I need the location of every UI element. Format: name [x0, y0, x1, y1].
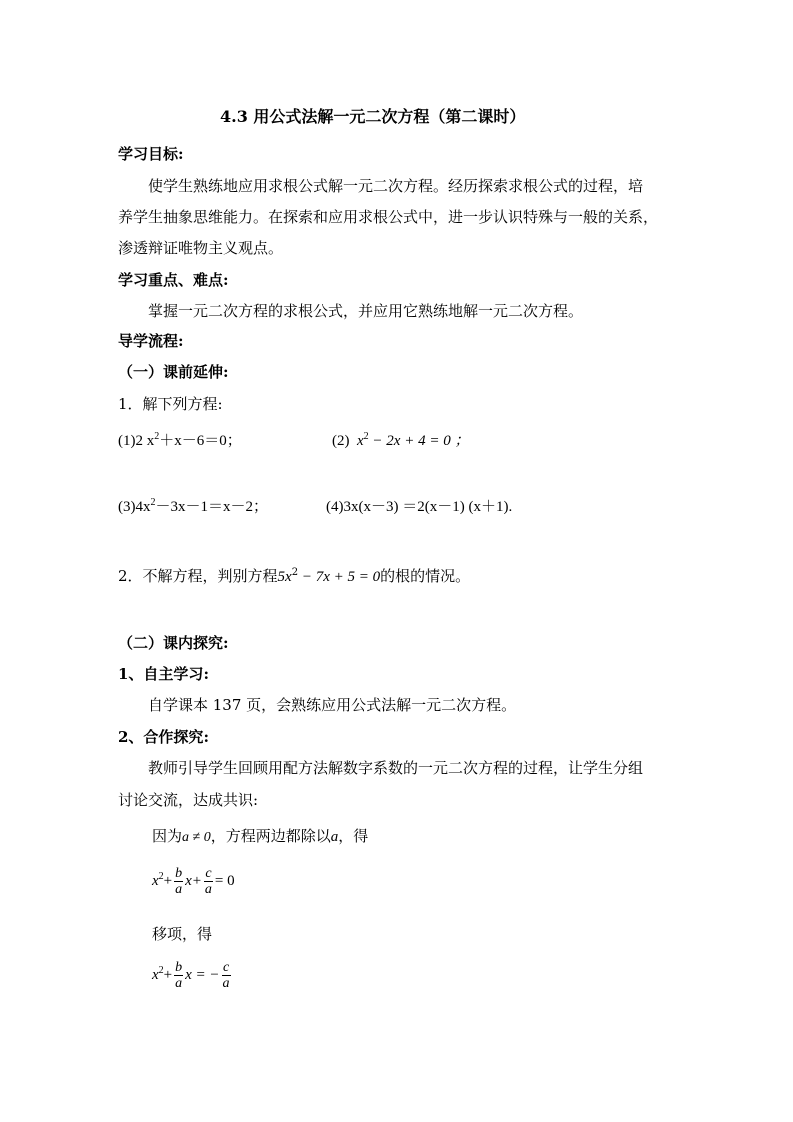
question-2: 2．不解方程，判别方程$5x^2 - 7x + 5 = 0$的根的情况。: [118, 567, 471, 585]
move-terms-text: 移项，得: [152, 925, 213, 943]
key-points-text: 掌握一元二次方程的求根公式，并应用它熟练地解一元二次方程。: [148, 302, 584, 320]
equation-4: (4)3x(x－3) ＝2(x－1) (x＋1).: [326, 499, 513, 515]
self-study-heading: 1、自主学习:: [118, 665, 209, 683]
cooperative-line-2: 讨论交流，达成共识:: [118, 791, 259, 809]
question-1-label: 1．解下列方程:: [118, 395, 223, 413]
part2-heading: （二）课内探究:: [118, 634, 229, 652]
flow-heading: 导学流程:: [118, 332, 184, 350]
equation-moved: $x^2+$ $\frac{b}{a}$ x = − $\frac{c}{a}$: [152, 960, 230, 991]
cooperative-heading: 2、合作探究:: [118, 728, 209, 746]
objectives-line-1: 使学生熟练地应用求根公式解一元二次方程。经历探索求根公式的过程，培: [148, 177, 644, 195]
key-points-heading: 学习重点、难点:: [118, 271, 229, 289]
objectives-line-3: 渗透辩证唯物主义观点。: [118, 239, 284, 257]
fraction-c-over-a: $\frac{c}{a}$: [204, 866, 212, 897]
fraction-c-over-a: $\frac{c}{a}$: [222, 960, 230, 991]
equation-1: (1)2 $x^2+x-6=0$；: [118, 431, 242, 449]
equation-3: $(3)4x^2-3x-1=x-2$；: [118, 497, 269, 515]
fraction-b-over-a: $\frac{b}{a}$: [175, 960, 183, 991]
self-study-text: 自学课本 137 页，会熟练应用公式法解一元二次方程。: [148, 696, 517, 714]
equation-2: (2) $x^2 - 2x + 4 = 0$ ；: [332, 431, 470, 449]
because-line: 因为a ≠ 0，方程两边都除以a，得: [152, 827, 369, 845]
objectives-heading: 学习目标:: [118, 145, 184, 163]
fraction-b-over-a: $\frac{b}{a}$: [175, 866, 183, 897]
cooperative-line-1: 教师引导学生回顾用配方法解数字系数的一元二次方程的过程，让学生分组: [148, 759, 644, 777]
page-title: 4.3 用公式法解一元二次方程（第二课时）: [220, 107, 526, 126]
part1-heading: （一）课前延伸:: [118, 363, 229, 381]
equation-divided: $x^2+$ $\frac{b}{a}$ x+ $\frac{c}{a}$ = 0: [152, 866, 235, 897]
objectives-line-2: 养学生抽象思维能力。在探索和应用求根公式中，进一步认识特殊与一般的关系，: [118, 208, 659, 226]
